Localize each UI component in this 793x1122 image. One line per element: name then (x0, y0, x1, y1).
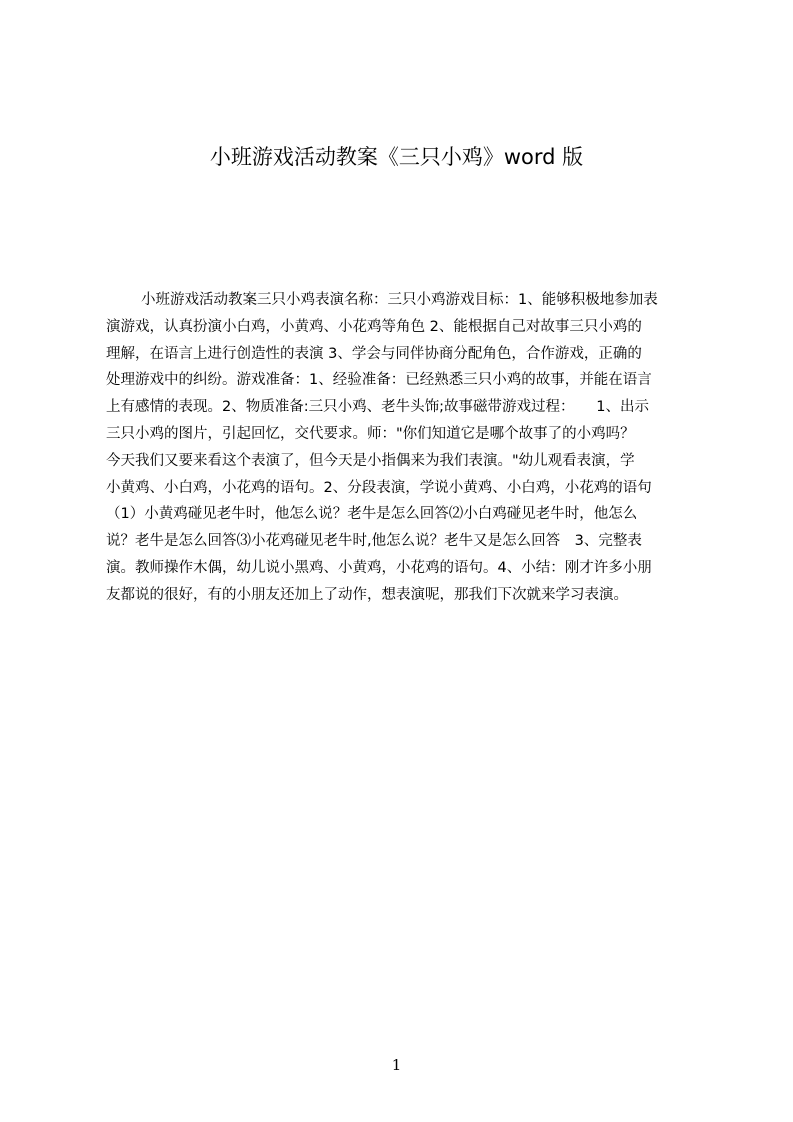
body-line: 三只小鸡的图片，引起回忆，交代要求。师："你们知道它是哪个故事了的小鸡吗？ (106, 425, 635, 442)
body-line: 演。教师操作木偶，幼儿说小黑鸡、小黄鸡，小花鸡的语句。4、小结：刚才许多小朋 (106, 559, 652, 576)
body-line: 上有感情的表现。2、物质准备:三只小鸡、老牛头饰;故事磁带游戏过程： 1、出示 (106, 399, 649, 416)
body-line: 理解，在语言上进行创造性的表演 3、学会与同伴协商分配角色，合作游戏，正确的 (106, 345, 642, 362)
body-line: 小黄鸡、小白鸡，小花鸡的语句。2、分段表演，学说小黄鸡、小白鸡，小花鸡的语句 (106, 479, 652, 496)
body-line: 演游戏，认真扮演小白鸡，小黄鸡、小花鸡等角色 2、能根据自己对故事三只小鸡的 (106, 318, 642, 335)
body-line: 处理游戏中的纠纷。游戏准备：1、经验准备：已经熟悉三只小鸡的故事，并能在语言 (106, 372, 652, 389)
body-line: 说？老牛是怎么回答⑶小花鸡碰见老牛时,他怎么说？老牛又是怎么回答 3、完整表 (106, 533, 642, 550)
document-title: 小班游戏活动教案《三只小鸡》word 版 (209, 145, 584, 169)
page-number: 1 (391, 1056, 402, 1074)
body-line: 友都说的很好，有的小朋友还加上了动作，想表演呢，那我们下次就来学习表演。 (106, 586, 628, 603)
body-line: （1）小黄鸡碰见老牛时，他怎么说？老牛是怎么回答⑵小白鸡碰见老牛时，他怎么 (106, 506, 638, 523)
body-line: 小班游戏活动教案三只小鸡表演名称：三只小鸡游戏目标：1、能够积极地参加表 (141, 292, 658, 308)
body-text (106, 287, 698, 617)
body-line: 今天我们又要来看这个表演了，但今天是小指偶来为我们表演。"幼儿观看表演，学 (106, 452, 635, 469)
